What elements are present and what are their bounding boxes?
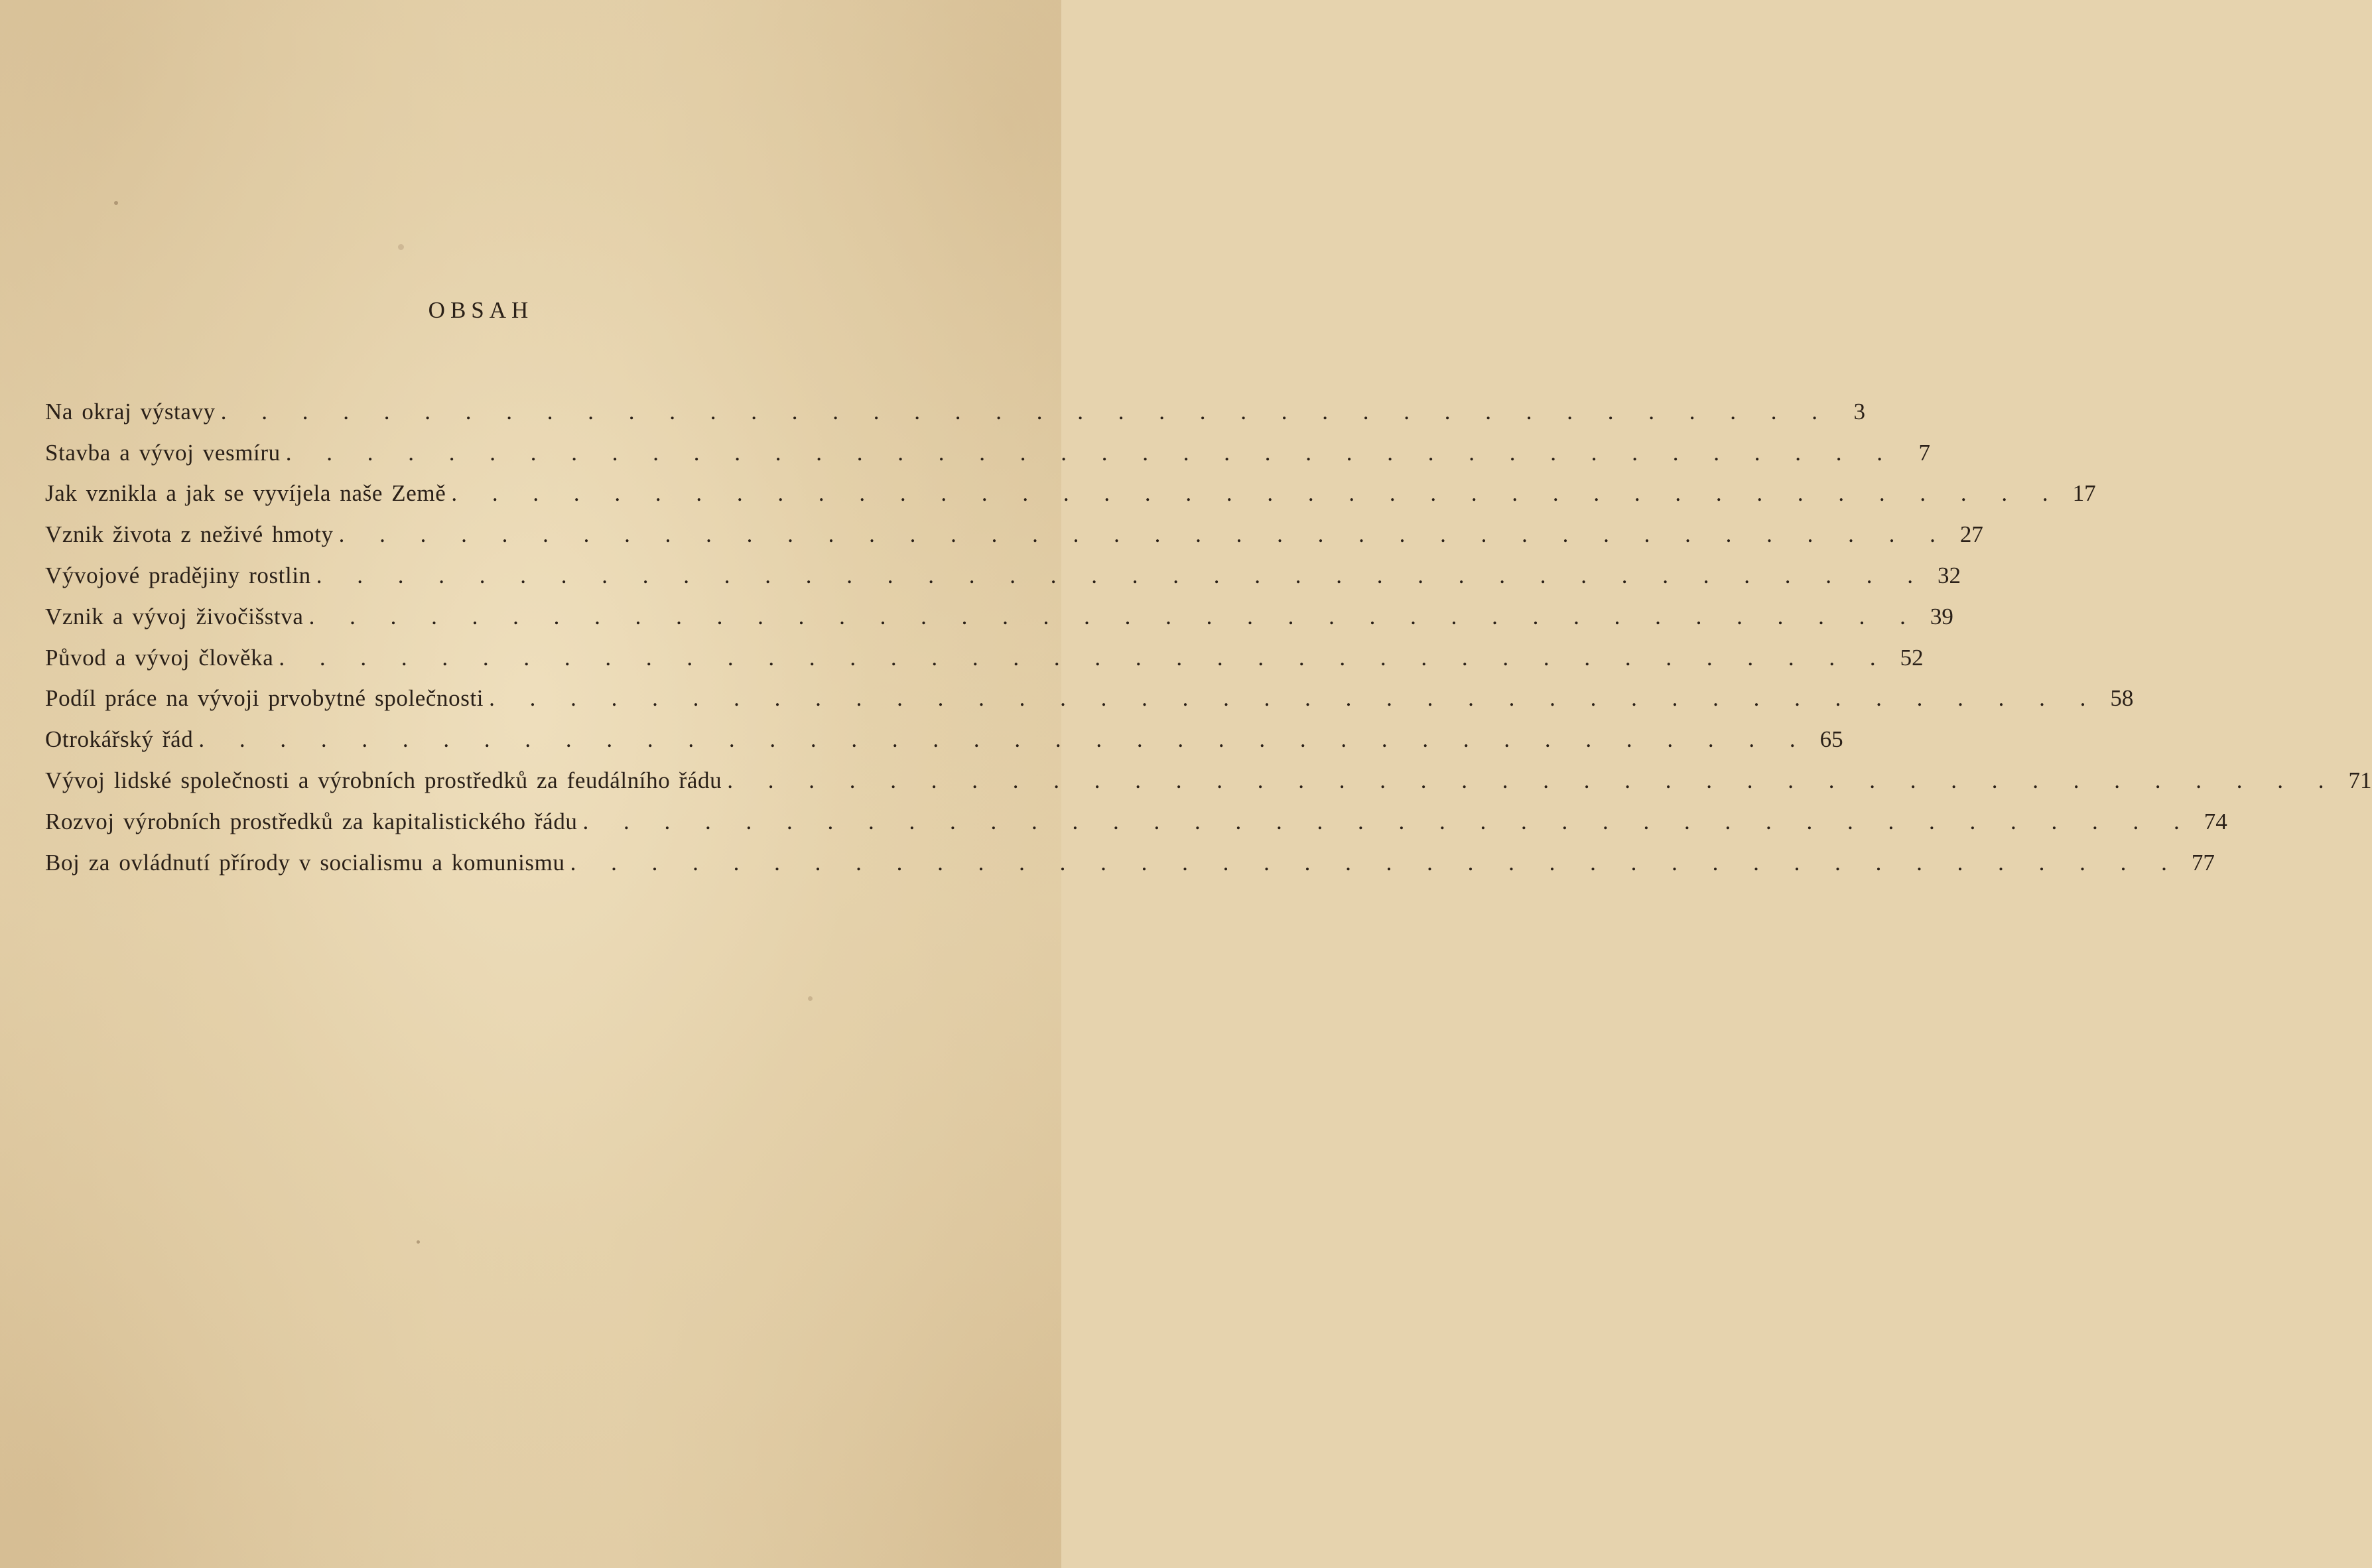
toc-entry — [45, 432, 1930, 474]
paper-speck — [398, 244, 404, 250]
toc-entry-title: Boj za ovládnutí přírody v socialismu a komunismu — [45, 849, 565, 876]
toc-entry-page: 3 — [1853, 398, 1865, 425]
toc-entry-title: Jak vznikla a jak se vyvíjela naše Země — [45, 480, 446, 507]
toc-entry-title: Otrokářský řád — [45, 726, 194, 753]
toc-leader-dots: . . . . . . . . . . . . . . . . . . . . . . . . . . . . . . . . . . . . . . . . — [338, 521, 1950, 548]
toc-entry-page: 17 — [2072, 480, 2096, 507]
table-of-contents — [45, 391, 2372, 883]
paper-speck — [808, 996, 813, 1001]
toc-leader-dots: . . . . . . . . . . . . . . . . . . . . . . . . . . . . . . . . . . . . . . . . — [489, 685, 2101, 712]
toc-entry-title: Vývoj lidské společnosti a výrobních prostředků za feudálního řádu — [45, 767, 722, 794]
toc-leader-dots: . . . . . . . . . . . . . . . . . . . . . . . . . . . . . . . . . . . . . . . . — [727, 767, 2339, 794]
toc-entry-title: Stavba a vývoj vesmíru — [45, 439, 281, 466]
toc-entry-title: Vznik a vývoj živočišstva — [45, 603, 304, 629]
toc-entry-page: 32 — [1938, 562, 1961, 589]
paper-speck — [417, 1240, 420, 1244]
toc-entry-title: Podíl práce na vývoji prvobytné společnosti — [45, 685, 484, 712]
toc-entry — [45, 801, 2227, 842]
toc-leader-dots: . . . . . . . . . . . . . . . . . . . . . . . . . . . . . . . . . . . . . . . . — [451, 480, 2063, 507]
toc-entry — [45, 555, 1961, 596]
toc-entry — [45, 637, 1924, 679]
toc-entry-title: Původ a vývoj člověka — [45, 644, 274, 671]
toc-entry-page: 71 — [2348, 767, 2372, 794]
toc-entry — [45, 719, 1843, 760]
toc-entry — [45, 679, 2134, 720]
toc-leader-dots: . . . . . . . . . . . . . . . . . . . . . . . . . . . . . . . . . . . . . . . . — [582, 808, 2194, 834]
toc-leader-dots: . . . . . . . . . . . . . . . . . . . . . . . . . . . . . . . . . . . . . . . . — [198, 726, 1810, 753]
toc-entry-title: Na okraj výstavy — [45, 398, 216, 425]
page-title: OBSAH — [428, 297, 534, 323]
toc-entry-title: Vývojové pradějiny rostlin — [45, 562, 311, 589]
toc-leader-dots: . . . . . . . . . . . . . . . . . . . . . . . . . . . . . . . . . . . . . . . . — [316, 562, 1928, 589]
toc-leader-dots: . . . . . . . . . . . . . . . . . . . . . . . . . . . . . . . . . . . . . . . . — [285, 439, 1897, 466]
toc-entry-page: 52 — [1900, 644, 1924, 671]
toc-entry-title: Vznik života z neživé hmoty — [45, 521, 334, 548]
toc-entry-page: 39 — [1930, 603, 1953, 629]
toc-entry-page: 27 — [1959, 521, 1983, 548]
toc-leader-dots: . . . . . . . . . . . . . . . . . . . . . . . . . . . . . . . . . . . . . . . . — [279, 644, 1890, 671]
toc-entry — [45, 391, 1865, 432]
toc-leader-dots: . . . . . . . . . . . . . . . . . . . . . . . . . . . . . . . . . . . . . . . . — [308, 603, 1920, 629]
toc-entry-page: 65 — [1819, 726, 1843, 753]
toc-entry-page: 7 — [1918, 439, 1930, 466]
toc-leader-dots: . . . . . . . . . . . . . . . . . . . . . . . . . . . . . . . . . . . . . . . . — [570, 849, 2182, 876]
toc-leader-dots: . . . . . . . . . . . . . . . . . . . . . . . . . . . . . . . . . . . . . . . . — [220, 398, 1832, 425]
toc-entry — [45, 842, 2215, 883]
paper-speck — [114, 201, 118, 205]
toc-entry — [45, 760, 2372, 801]
toc-entry — [45, 474, 2096, 515]
toc-entry-page: 74 — [2204, 808, 2227, 834]
toc-entry — [45, 514, 1983, 555]
toc-entry-page: 77 — [2191, 849, 2215, 876]
toc-entry-title: Rozvoj výrobních prostředků za kapitalistického řádu — [45, 808, 578, 834]
toc-entry-page: 58 — [2110, 685, 2134, 712]
toc-entry — [45, 596, 1953, 637]
